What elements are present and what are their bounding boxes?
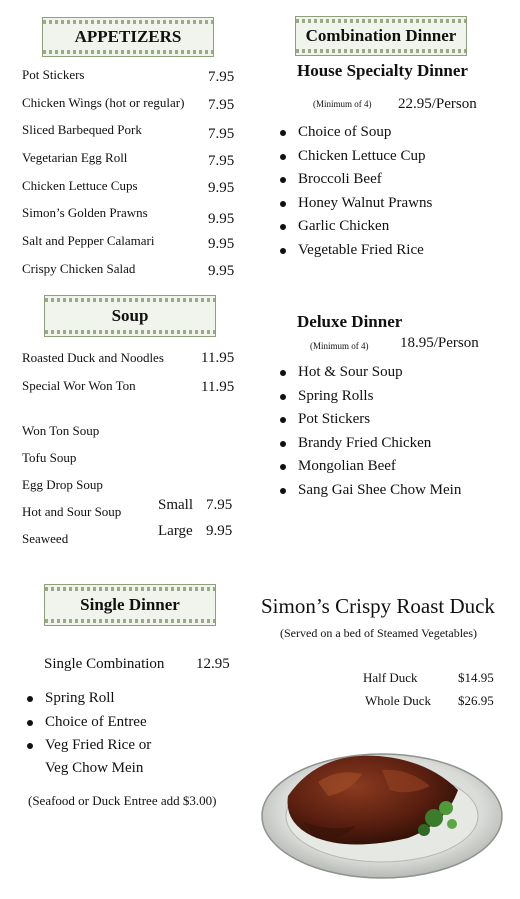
roast-duck-title: Simon’s Crispy Roast Duck: [261, 594, 495, 618]
house-bullet: Choice of Soup: [280, 121, 432, 145]
appetizer-name: Crispy Chicken Salad: [22, 261, 136, 276]
deluxe-bullets: [280, 361, 461, 502]
soup-name: Roasted Duck and Noodles: [22, 350, 164, 365]
roast-duck-plate-image: [258, 734, 504, 882]
soup-list-item: Hot and Sour Soup: [22, 504, 122, 519]
soup-list-item: Tofu Soup: [22, 450, 77, 465]
appetizer-price: 7.95: [208, 153, 235, 169]
house-bullet: Honey Walnut Prawns: [280, 192, 432, 216]
deluxe-dinner-title: Deluxe Dinner: [297, 312, 403, 331]
deluxe-price: 18.95/Person: [400, 335, 479, 351]
single-dinner-bullets: [27, 687, 151, 758]
deluxe-bullet: Spring Rolls: [280, 385, 461, 409]
appetizer-name: Pot Stickers: [22, 67, 85, 82]
deluxe-bullet: Brandy Fried Chicken: [280, 432, 461, 456]
appetizer-name: Simon’s Golden Prawns: [22, 205, 148, 220]
whole-duck-price: $26.95: [458, 693, 494, 708]
single-dinner-title: Single Dinner: [80, 595, 180, 614]
soup-price: 11.95: [201, 379, 235, 395]
soup-title: Soup: [111, 306, 149, 325]
appetizer-name: Salt and Pepper Calamari: [22, 233, 155, 248]
soup-list-item: Egg Drop Soup: [22, 477, 103, 492]
single-dinner-note: (Seafood or Duck Entree add $3.00): [28, 793, 217, 808]
combination-dinner-header: [295, 16, 467, 56]
appetizers-title: APPETIZERS: [74, 27, 182, 46]
half-duck-price: $14.95: [458, 670, 494, 685]
house-minimum: (Minimum of 4): [313, 99, 372, 109]
appetizer-price: 7.95: [208, 69, 235, 85]
house-bullet: Garlic Chicken: [280, 215, 432, 239]
soup-price: 11.95: [201, 350, 235, 366]
single-combination-label: Single Combination: [44, 656, 165, 672]
appetizer-name: Sliced Barbequed Pork: [22, 122, 142, 137]
deluxe-bullet: Mongolian Beef: [280, 455, 461, 479]
soup-size-label: Small: [158, 497, 194, 513]
soup-size-price: 7.95: [206, 497, 233, 513]
single-combination-price: 12.95: [196, 656, 230, 672]
single-dinner-bullet: Veg Fried Rice or: [27, 734, 151, 758]
soup-size-price: 9.95: [206, 523, 233, 539]
house-bullets: [280, 121, 432, 262]
soup-list-item: Won Ton Soup: [22, 423, 100, 438]
deluxe-bullet: Hot & Sour Soup: [280, 361, 461, 385]
deluxe-minimum: (Minimum of 4): [310, 341, 369, 351]
appetizer-price: 9.95: [208, 236, 235, 252]
appetizer-name: Chicken Lettuce Cups: [22, 178, 138, 193]
roast-duck-subtitle: (Served on a bed of Steamed Vegetables): [280, 626, 478, 640]
appetizer-price: 7.95: [208, 126, 235, 142]
appetizer-name: Vegetarian Egg Roll: [22, 150, 128, 165]
appetizer-price: 9.95: [208, 180, 235, 196]
house-price: 22.95/Person: [398, 96, 477, 112]
house-bullet: Vegetable Fried Rice: [280, 239, 432, 263]
soup-header: [44, 295, 216, 337]
half-duck-label: Half Duck: [363, 670, 418, 685]
single-dinner-bullet-continuation: Veg Chow Mein: [45, 760, 144, 776]
appetizer-name: Chicken Wings (hot or regular): [22, 95, 185, 110]
single-dinner-header: [44, 584, 216, 626]
deluxe-bullet: Pot Stickers: [280, 408, 461, 432]
appetizers-header: [42, 17, 214, 57]
soup-size-label: Large: [158, 523, 193, 539]
single-dinner-bullet: Choice of Entree: [27, 711, 151, 735]
house-bullet: Chicken Lettuce Cup: [280, 145, 432, 169]
deluxe-bullet: Sang Gai Shee Chow Mein: [280, 479, 461, 503]
appetizer-price: 9.95: [208, 211, 235, 227]
appetizer-price: 7.95: [208, 97, 235, 113]
soup-list-item: Seaweed: [22, 531, 69, 546]
house-bullet: Broccoli Beef: [280, 168, 432, 192]
whole-duck-label: Whole Duck: [365, 693, 432, 708]
soup-name: Special Wor Won Ton: [22, 378, 136, 393]
appetizer-price: 9.95: [208, 263, 235, 279]
combination-dinner-title: Combination Dinner: [305, 26, 457, 45]
house-specialty-title: House Specialty Dinner: [297, 61, 468, 80]
single-dinner-bullet: Spring Roll: [27, 687, 151, 711]
